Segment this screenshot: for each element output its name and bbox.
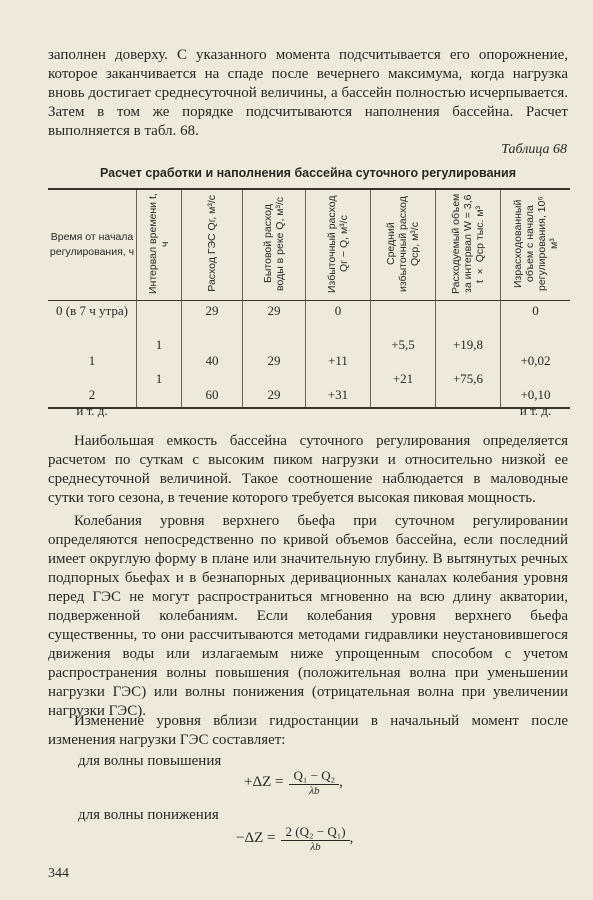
table-title: Расчет сработки и наполнения бассейна суточного регулирования: [99, 166, 517, 180]
formula-up-sep: ,: [339, 774, 343, 790]
cell-time: 1: [88, 353, 96, 368]
cell-excess: +31: [306, 369, 371, 408]
cell-interval: [137, 301, 182, 336]
header-interval: Интервал времени t, ч: [137, 189, 182, 301]
table-row: [48, 301, 570, 336]
cell-excess: +11: [306, 335, 371, 369]
formula-up-numerator: Q₁ − Q₂: [289, 768, 339, 785]
table-label: Таблица 68: [501, 142, 567, 157]
cell-q-ges: 29: [182, 301, 243, 336]
table-row: [48, 369, 570, 408]
cell-q-ges: 40: [182, 335, 243, 369]
header-excess: Избыточный расход Qг − Q, м³/с: [306, 189, 371, 301]
cell-avg-excess: +21: [371, 369, 436, 408]
cell-volume: +19,8: [436, 335, 501, 369]
formula-down-numerator: 2 (Q₂ − Q₁): [281, 824, 349, 841]
cell-cumulative: +0,02: [501, 335, 571, 369]
header-time: Время от начала регулирования, ч: [48, 189, 137, 301]
cell-q-river: 29: [243, 369, 306, 408]
cell-time: 2 и т. д.: [48, 369, 137, 408]
formula-down-fraction: [281, 824, 349, 853]
table-header-row: [48, 189, 570, 301]
formula-up-lhs: +ΔZ =: [244, 774, 284, 790]
formula-wave-up: [244, 768, 343, 797]
formula-up-denominator: λb: [309, 785, 320, 797]
cell-q-ges: 60: [182, 369, 243, 408]
paragraph-level-fluctuations: Колебания уровня верхнего бьефа при суточном регулировании определяются непосредственно по кривой объемов бассейна, если последний имеет округлую форму в плане или значительную глубину. В вытянутых речных подпорных бьефах и в безнапорных деривационных каналах колебания уровня перед ГЭС не могут распространиться мгновенно на всю длину акватории, подверженной колебаниям. Если колебания уровня верхнего бьефа существенны, то они рассчитываются методами гидравлики неустановившегося движения воды или излагаемым ниже упрощенным способом с учетом распространения волны повышения (положительная волна при уменьшении нагрузки ГЭС) или волны понижения (отрицательная волна при увеличении нагрузки ГЭС).: [48, 513, 568, 719]
intro-paragraph: заполнен доверху. С указанного момента подсчитывается его опорожнение, которое заканчивается на спаде после вечернего максимума, когда нагрузка вновь достигает среднесуточной величины, а бассейн полностью исчерпывается. Затем в том же порядке подсчитываются наполнения бассейна. Расчет выполняется в табл. 68.: [48, 47, 568, 139]
wave-up-label: для волны повышения: [78, 753, 222, 769]
cell-time: 0 (в 7 ч утра): [56, 303, 128, 318]
header-volume: Расходуемый объем за интервал W = 3,6 t × Qср тыс. м³: [436, 189, 501, 301]
cell-q-river: 29: [243, 301, 306, 336]
page-number: 344: [48, 866, 69, 881]
table-row: [48, 335, 570, 369]
cell-interval: 1: [137, 369, 182, 408]
formula-wave-down: [236, 824, 353, 853]
cell-avg-excess: +5,5: [371, 335, 436, 369]
cell-volume: [436, 301, 501, 336]
cell-interval: 1: [137, 335, 182, 369]
cell-q-river: 29: [243, 335, 306, 369]
cell-cumulative: +0,10 и т. д.: [501, 369, 571, 408]
cell-avg-excess: [371, 301, 436, 336]
formula-down-sep: ,: [349, 830, 354, 846]
header-cumulative: Израсходованный объем с начала регулирования, 10⁶ м³: [501, 189, 571, 301]
paragraph-level-change: Изменение уровня вблизи гидростанции в начальный момент после изменения нагрузки ГЭС составляет:: [48, 713, 568, 748]
formula-down-lhs: −ΔZ =: [236, 830, 276, 846]
formula-up-fraction: [289, 768, 339, 797]
wave-down-label: для волны понижения: [78, 807, 219, 823]
calculation-table: [48, 188, 570, 418]
cell-cumulative: 0: [501, 301, 571, 336]
cell-excess: 0: [306, 301, 371, 336]
cell-volume: +75,6: [436, 369, 501, 408]
header-q-ges: Расход ГЭС Qг, м³/с: [182, 189, 243, 301]
header-q-river: Бытовой расход воды в реке Q, м³/с: [243, 189, 306, 301]
formula-down-denominator: λb: [310, 841, 321, 853]
header-avg-excess: Средний избыточный расход Qср, м³/с: [371, 189, 436, 301]
paragraph-max-capacity: Наибольшая емкость бассейна суточного регулирования определяется расчетом по суткам с высоким пиком нагрузки и относительно низкой ее среднесуточной величиной. Такое соотношение наблюдается в маловодные сутки того сезона, в течение которого требуется высокая пиковая мощность.: [48, 433, 568, 506]
